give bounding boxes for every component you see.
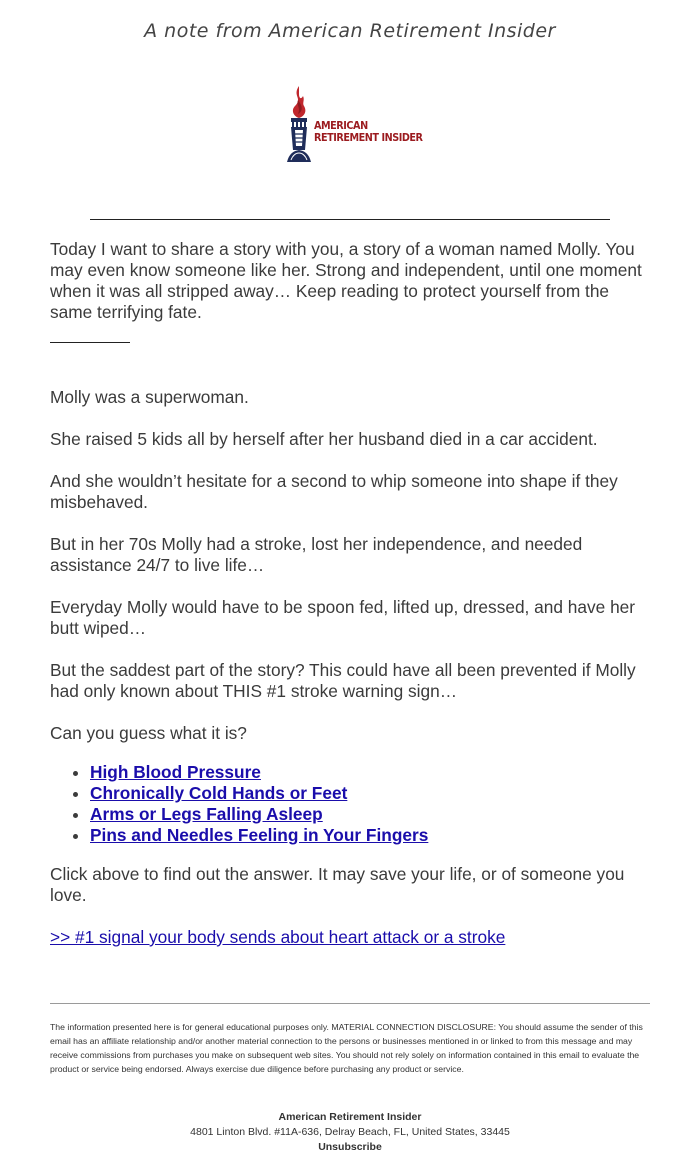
torch-tower-icon <box>283 84 315 166</box>
story-paragraph: Molly was a superwoman. <box>50 387 249 407</box>
answer-options-list <box>50 762 655 846</box>
brand-logo[interactable] <box>283 84 423 166</box>
option-link-pins-needles[interactable]: Pins and Needles Feeling in Your Fingers <box>90 825 429 845</box>
story-paragraph: Everyday Molly would have to be spoon fed, lifted up, dressed, and have her butt wiped… <box>50 597 636 638</box>
logo-wordmark <box>314 120 423 144</box>
logo-line-1: AMERICAN <box>314 120 368 132</box>
disclaimer-text: The information presented here is for general educational purposes only. MATERIAL CONNECTION DISCLOSURE: You should assume the sender of this email has an affiliate relationship and/or another material connection to the persons or businesses mentioned in or linked to from this message and may receive commissions from purchases you make on subsequent web sites. You should not rely solely on information contained in this email to evaluate the product or service being endorsed. Always exercise due diligence before purchasing any product or service. <box>50 1022 643 1074</box>
footer-divider <box>50 1003 650 1004</box>
email-body <box>50 239 655 948</box>
list-item <box>90 804 655 825</box>
option-link-high-blood-pressure[interactable]: High Blood Pressure <box>90 762 261 782</box>
list-item <box>90 783 655 804</box>
question-paragraph: Can you guess what it is? <box>50 723 247 743</box>
intro-divider <box>50 342 130 343</box>
option-link-limbs-asleep[interactable]: Arms or Legs Falling Asleep <box>90 804 323 824</box>
option-link-cold-hands-feet[interactable]: Chronically Cold Hands or Feet <box>90 783 348 803</box>
cta-link[interactable]: >> #1 signal your body sends about heart attack or a stroke <box>50 927 506 947</box>
header-note: A note from American Retirement Insider <box>144 20 556 42</box>
story-paragraph: And she wouldn’t hesitate for a second to whip someone into shape if they misbehaved. <box>50 471 618 512</box>
list-item <box>90 762 655 783</box>
after-list-paragraph: Click above to find out the answer. It may save your life, or of someone you love. <box>50 864 625 905</box>
story-paragraph: But in her 70s Molly had a stroke, lost her independence, and needed assistance 24/7 to live life… <box>50 534 583 575</box>
unsubscribe-link[interactable]: Unsubscribe <box>318 1141 382 1153</box>
header-divider <box>90 219 610 220</box>
footer-address: 4801 Linton Blvd. #11A-636, Delray Beach, FL, United States, 33445 <box>190 1126 510 1138</box>
footer <box>0 1110 700 1155</box>
list-item <box>90 825 655 846</box>
footer-company: American Retirement Insider <box>278 1111 422 1123</box>
story-paragraph: But the saddest part of the story? This could have all been prevented if Molly had only known about THIS #1 stroke warning sign… <box>50 660 636 701</box>
logo-line-2: RETIREMENT INSIDER <box>314 132 423 144</box>
intro-paragraph: Today I want to share a story with you, a story of a woman named Molly. You may even know someone like her. Strong and independent, until one moment when it was all stripped away… Keep reading to protect yourself from the same terrifying fate. <box>50 239 642 322</box>
story-paragraph: She raised 5 kids all by herself after her husband died in a car accident. <box>50 429 598 449</box>
